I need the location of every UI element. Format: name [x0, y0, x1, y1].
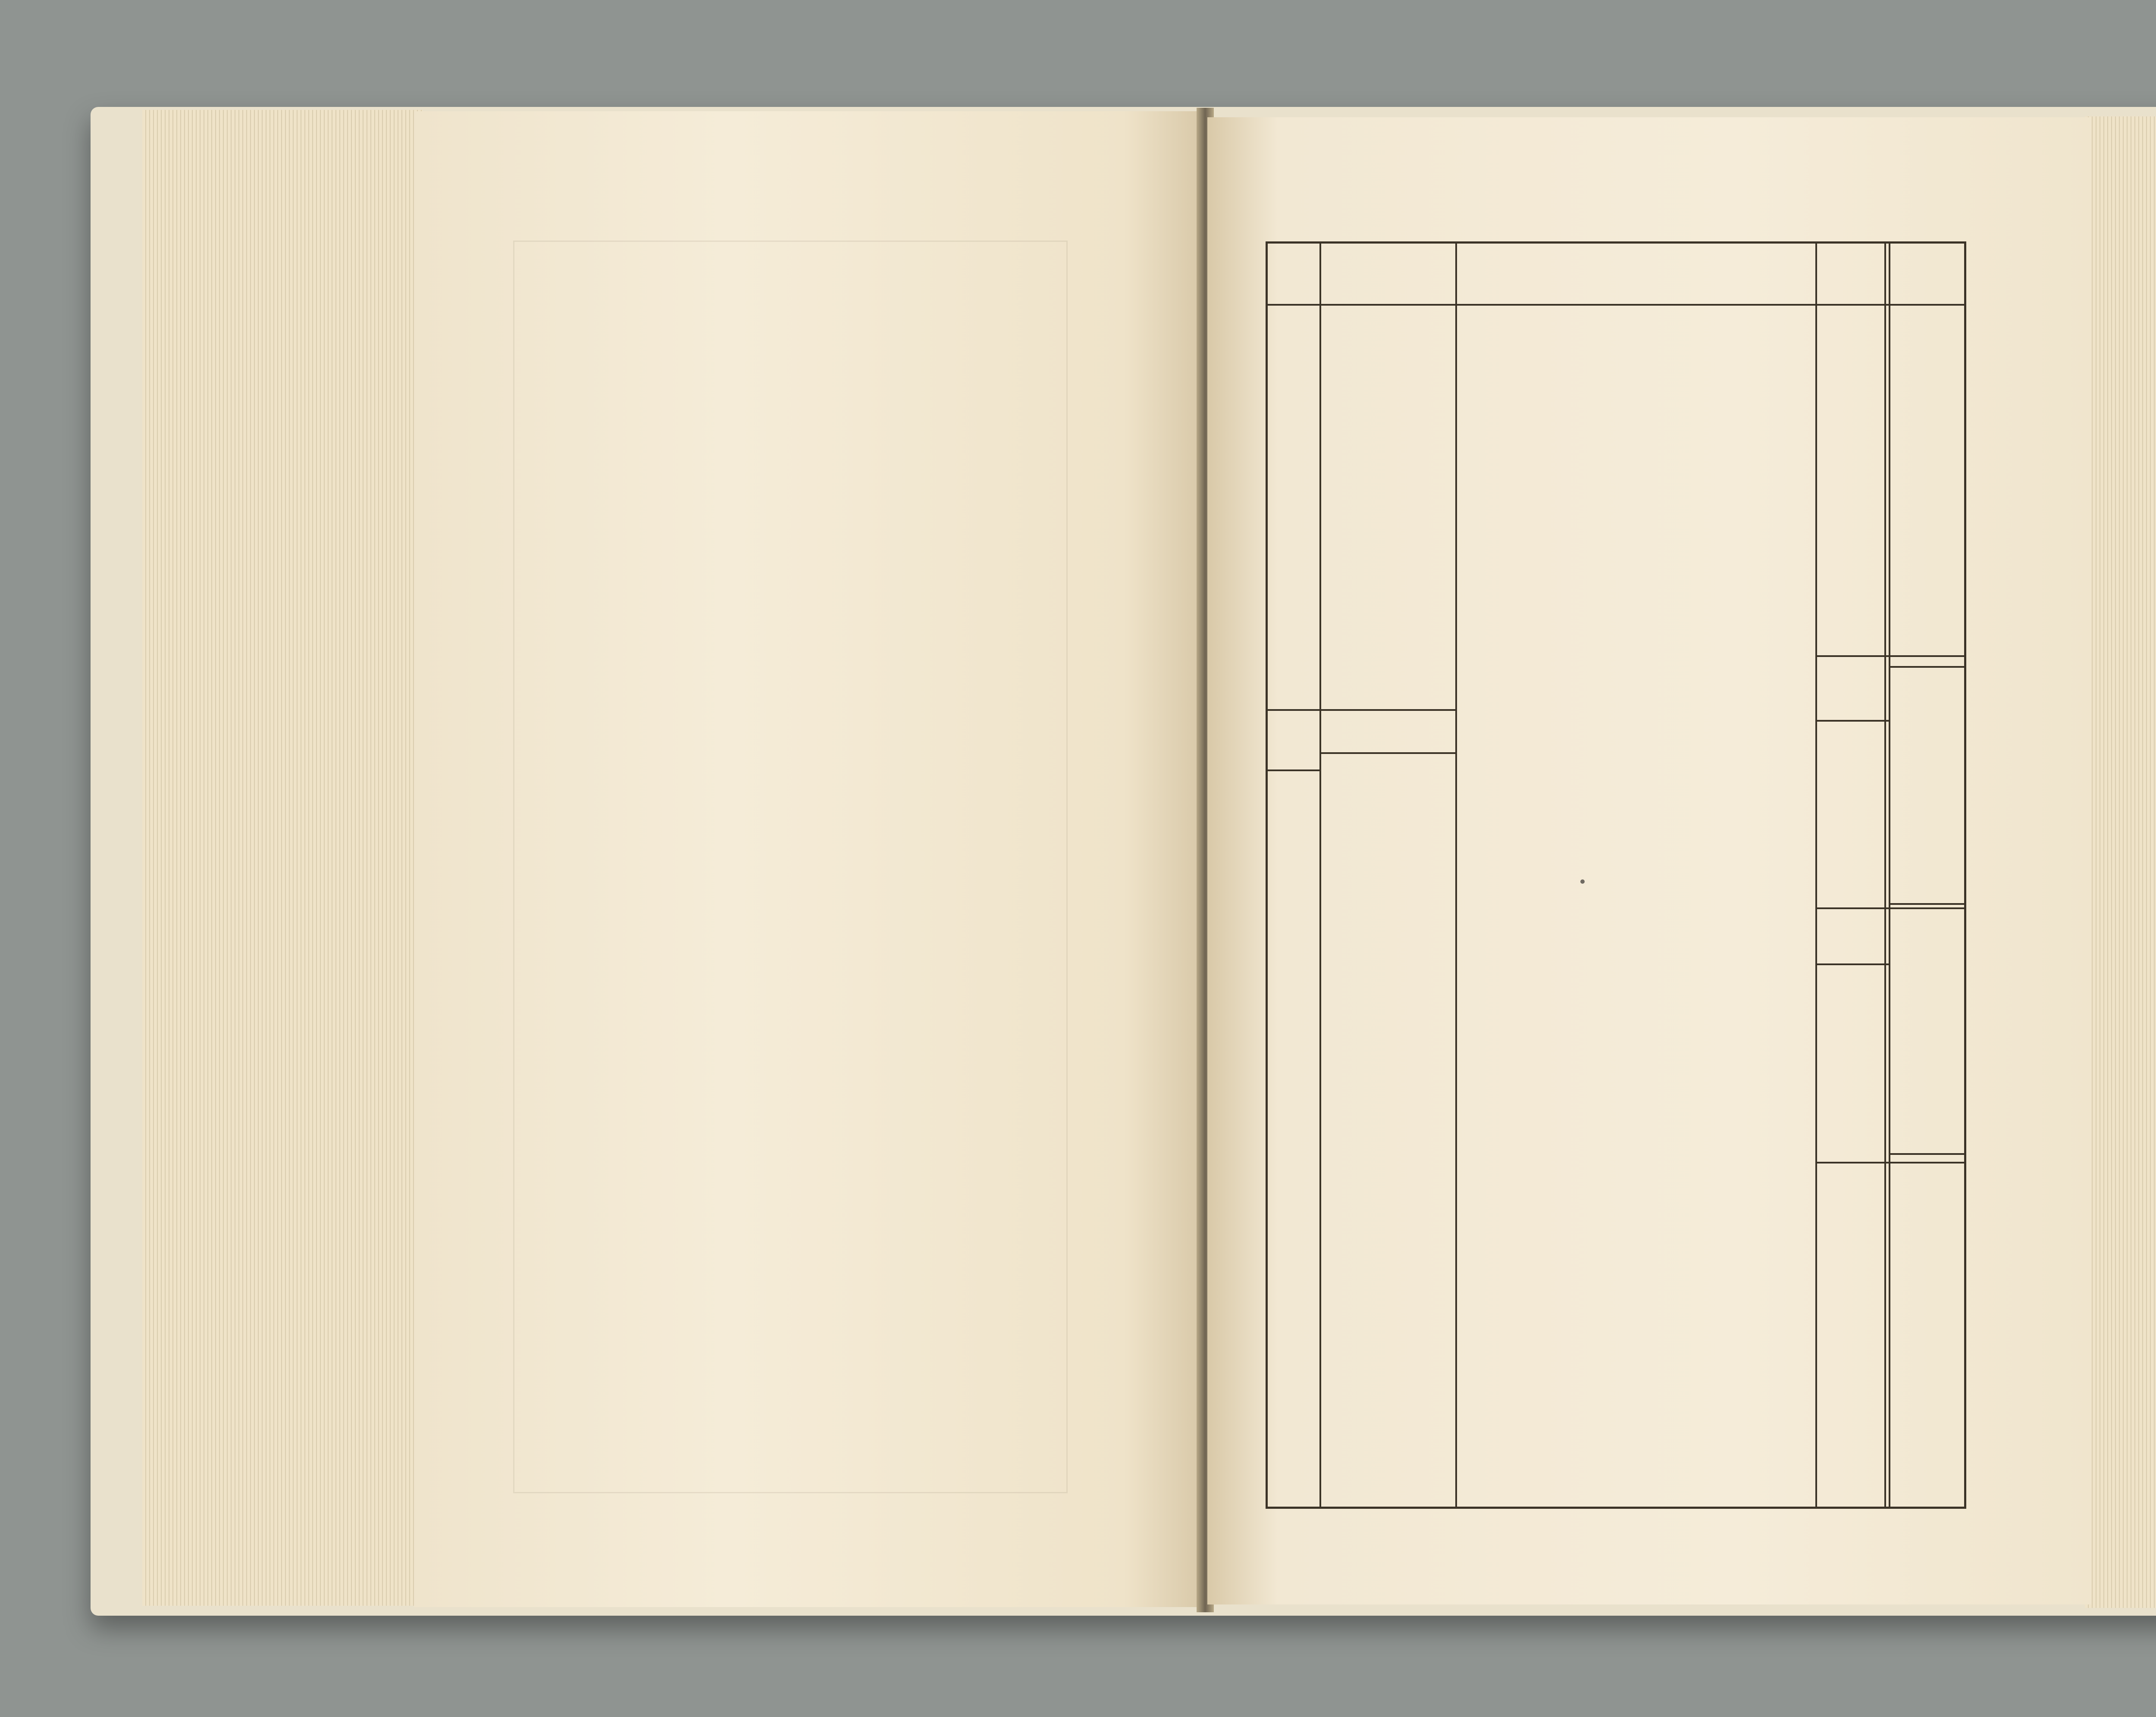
- ink-dot: [1580, 879, 1585, 884]
- record-form: [1266, 241, 1966, 1509]
- left-page-edges: [142, 110, 423, 1606]
- left-page: [414, 111, 1203, 1607]
- right-page-edges: [2085, 116, 2156, 1608]
- bleed-through-table: [513, 241, 1068, 1493]
